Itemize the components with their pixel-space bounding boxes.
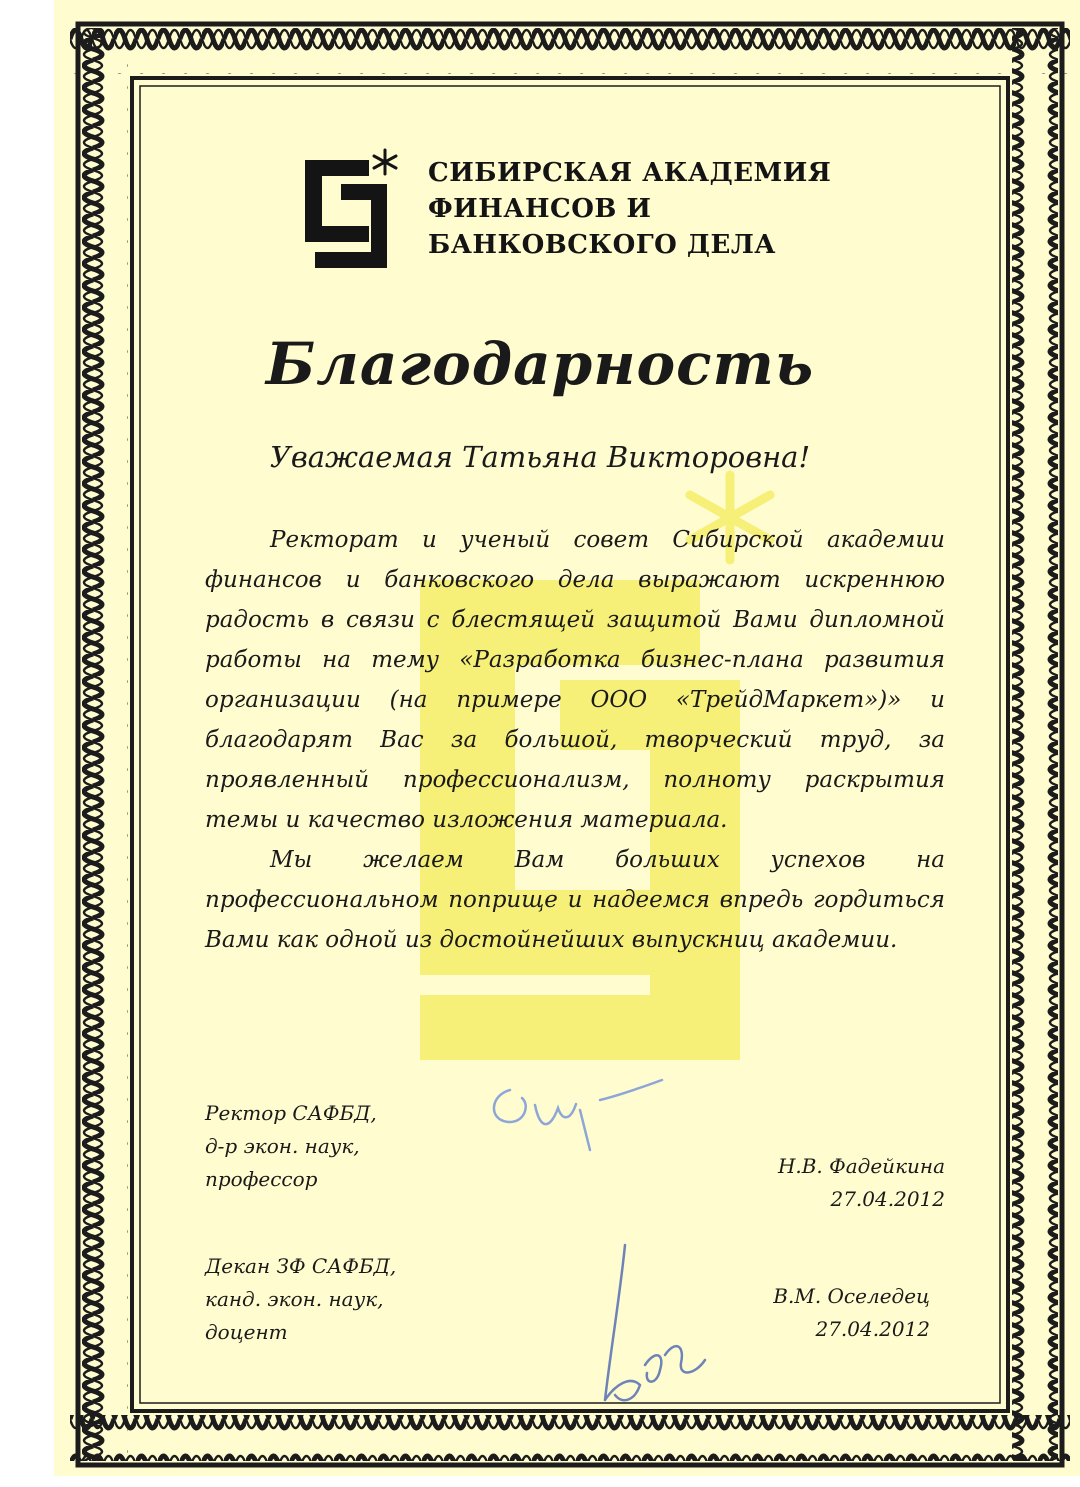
dean-position-line-1: Декан ЗФ САФБД, <box>205 1254 397 1278</box>
dean-signature <box>585 1235 725 1415</box>
rector-signoff <box>778 1150 945 1216</box>
dean-position-line-2: канд. экон. наук, <box>205 1287 384 1311</box>
academy-name-line-2: ФИНАНСОВ И <box>428 194 652 224</box>
greeting: Уважаемая Татьяна Викторовна! <box>269 440 811 474</box>
dean-signoff <box>773 1280 930 1346</box>
dean-name: В.М. Оселедец <box>773 1284 930 1308</box>
academy-name-line-3: БАНКОВСКОГО ДЕЛА <box>428 230 776 260</box>
dean-date: 27.04.2012 <box>815 1317 930 1341</box>
rector-position <box>205 1097 377 1196</box>
body-paragraph-2: Мы желаем Вам больших успехов на профессиональном поприще и надеемся впредь гордиться Вами как одной из достойнейших выпускниц академии. <box>205 847 945 953</box>
letter-body <box>205 520 945 960</box>
academy-name-line-1: СИБИРСКАЯ АКАДЕМИЯ <box>428 158 832 188</box>
dean-position-line-3: доцент <box>205 1320 288 1344</box>
rector-position-line-1: Ректор САФБД, <box>205 1101 377 1125</box>
rector-name: Н.В. Фадейкина <box>777 1154 945 1178</box>
rector-date: 27.04.2012 <box>830 1187 945 1211</box>
rector-position-line-3: профессор <box>205 1167 318 1191</box>
document-title: Благодарность <box>265 330 815 398</box>
safbd-logo-icon <box>305 148 420 268</box>
dean-position <box>205 1250 396 1349</box>
body-paragraph-1: Ректорат и ученый совет Сибирской академии финансов и банковского дела выражают искреннюю радость в связи с блестящей защитой Вами дипломной работы на тему «Разработка бизнес-плана развития организации (на примере ООО «ТрейдМаркет»)» и благодарят Вас за большой, творческий труд, за проявленный профессионализм, полноту раскрытия темы и качество изложения материала. <box>205 527 945 833</box>
rector-position-line-2: д-р экон. наук, <box>205 1134 360 1158</box>
rector-signature <box>480 1060 670 1160</box>
